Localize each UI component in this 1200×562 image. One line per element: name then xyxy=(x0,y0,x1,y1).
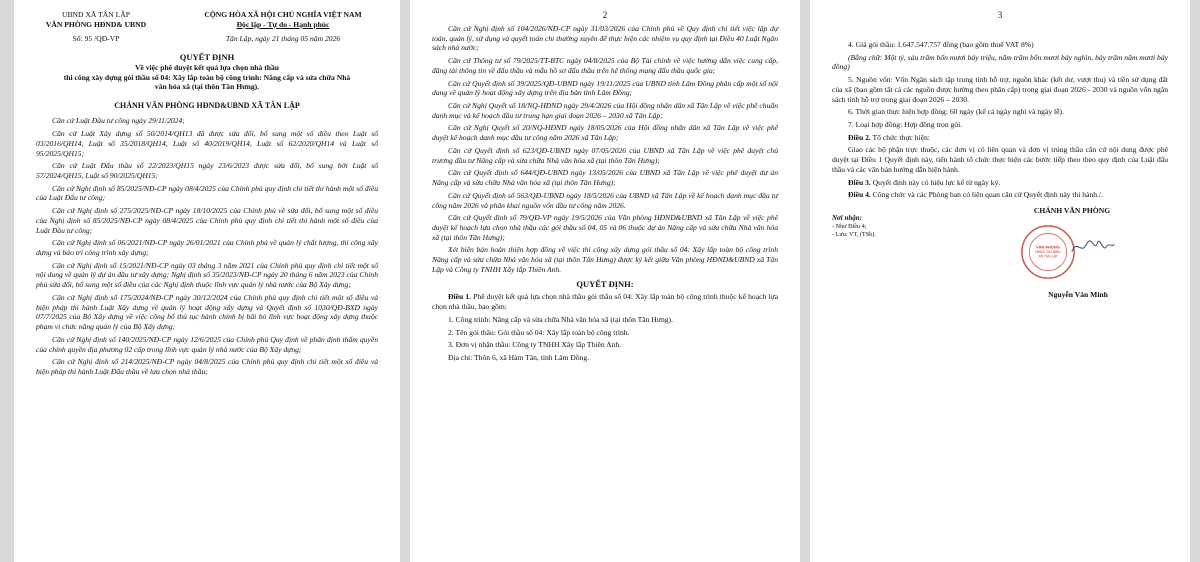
legal-basis-item: Căn cứ Quyết định số 623/QĐ-UBND ngày 07/05/2026 của UBND xã Tân Lập về việc phê duyệt chủ trương đầu tư Nâng cấp và sửa chữa Nhà văn hóa xã (tại thôn Tân Hưng); xyxy=(432,145,778,165)
article-2-label: Điều 2. xyxy=(848,132,871,142)
legal-basis-item: Căn cứ Nghị định số 140/2025/NĐ-CP ngày 12/6/2025 của Chính phủ Quy định về phân định thẩm quyền của chính quyền địa phương 02 cấp trong lĩnh vực quản lý nhà nước của Bộ Xây dựng; xyxy=(36,334,378,354)
article-2-text: Giao các bộ phận trực thuộc, các đơn vị có liên quan và đơn vị trúng thầu căn cứ nội dung được phê duyệt tại Điều 1 Quyết định này, tiến hành tổ chức thực hiện các bước tiếp theo theo quy định của Luật đấu thầu và các văn bản hướng dẫn hiện hành. xyxy=(832,145,1168,174)
legal-basis-item: Căn cứ Luật Đầu tư công ngày 29/11/2024; xyxy=(52,116,185,126)
article-1-item: 2. Tên gói thầu: Gói thầu số 04: Xây lắp toàn bộ công trình. xyxy=(448,327,630,337)
article-3-text: Quyết định này có hiệu lực kể từ ngày ký. xyxy=(870,177,1001,187)
article-4-text: Công chức và các Phòng ban có liên quan căn cứ Quyết định này thi hành./. xyxy=(870,190,1103,200)
legal-basis-item: Căn cứ Thông tư số 79/2025/TT-BTC ngày 04/8/2025 của Bộ Tài chính về việc hướng dẫn việc cung cấp, đăng tải thông tin về đấu thầu và mẫu hồ sơ đấu thầu trên hệ thống mạng đấu thầu quốc gia; xyxy=(432,56,778,75)
signature-section xyxy=(832,206,1168,326)
legal-basis-item: Căn cứ Nghị định số 104/2026/NĐ-CP ngày 31/03/2026 của Chính phủ về Quy định chi tiết việc lập dự toán, quản lý, sử dụng và quyết toán chi thường xuyên để thực hiện các nhiệm vụ quy định tại Điều 40 Luật Ngân sách nhà nước; xyxy=(432,24,778,53)
page-number: 2 xyxy=(602,10,608,20)
article-1-item: 3. Đơn vị nhận thầu: Công ty TNHH Xây lắp Thiên Anh. xyxy=(448,340,622,350)
legal-basis-list xyxy=(36,116,378,376)
article-2-title: Tổ chức thực hiện: xyxy=(870,132,930,142)
legal-basis-item: Căn cứ Nghị định số 85/2025/NĐ-CP ngày 08/4/2025 của Chính phủ quy định chi tiết thi hành một số điều của Luật Đấu tư công; xyxy=(36,183,378,203)
price-in-words: (Bằng chữ: Một tỷ, sáu trăm bốn mươi bảy triệu, năm trăm bốn mươi bảy nghìn, bảy trăm năm mươi bảy đồng) xyxy=(832,52,1168,72)
agency-block xyxy=(36,10,156,44)
legal-basis-item: Căn cứ Nghị định số 175/2024/NĐ-CP ngày 30/12/2024 của Chính phủ quy định chi tiết một số điều và biện pháp thi hành Luật Xây dựng về quản lý hoạt động xây dựng và Quyết định số 1030/QĐ-BXD ngày 07/7/2025 của Bộ Xây dựng về việc công bố thủ tục hành chính bị bãi bỏ lĩnh vực hoạt động xây dựng thuộc phạm vi chức năng quản lý của Bộ Xây dựng; xyxy=(36,292,378,332)
issuing-authority: CHÁNH VĂN PHÒNG HĐND&UBND XÃ TÂN LẬP xyxy=(114,101,300,111)
legal-basis-item: Xét biên bản hoàn thiện hợp đồng về việc thi công xây dựng gói thầu số 04: Xây lắp toàn bộ công trình Nâng cấp và sửa chữa Nhà văn hóa xã (tại thôn Tân Hưng) được ký kết giữa Văn phòng HĐND&UBND xã Tân Lập và Công ty TNHH Xây lắp Thiên Anh. xyxy=(432,245,778,274)
signer-title: CHÁNH VĂN PHÒNG xyxy=(1033,206,1111,216)
legal-basis-item: Căn cứ Quyết định số 79/QĐ-VP ngày 19/5/2026 của Văn phòng HĐND&UBND xã Tân Lập về việc phê duyệt kế hoạch lựa chọn nhà thầu các gói thầu số 04, 05 và 06 thuộc dự án Nâng cấp và sửa chữa Nhà văn hóa xã (tại thôn Tân Hưng); xyxy=(432,213,778,242)
recipient-item: - Lưu: VT, (TSb). xyxy=(832,230,876,238)
article-4 xyxy=(832,190,1168,200)
national-title: CỘNG HÒA XÃ HỘI CHỦ NGHĨA VIỆT NAM xyxy=(204,10,362,19)
legal-basis-item: Căn cứ Quyết định số 644/QĐ-UBND ngày 13/05/2026 của UBND xã Tân Lập về việc phê duyệt dự án Nâng cấp và sửa chữa Nhà văn hóa xã (tại thôn Tân Hưng); xyxy=(432,168,778,188)
legal-basis-item: Căn cứ Nghị Quyết số 20/NQ-HĐND ngày 18/05/2026 của Hội đồng nhân dân xã Tân Lập về việc phê duyệt kế hoạch danh mục đầu tư công năm 2026 xã Tân Lập; xyxy=(432,123,778,143)
recipient-item: - Như Điều 4; xyxy=(832,223,867,231)
article-1-item: Địa chỉ: Thôn 6, xã Hàm Tân, tỉnh Lâm Đồng. xyxy=(448,353,590,362)
legal-basis-item: Căn cứ Nghị định số 15/2021/NĐ-CP ngày 03 tháng 3 năm 2021 của Chính phủ quy định chi tiết một số nội dung về quản lý dự án đầu tư xây dựng; Nghị định số 35/2023/NĐ-CP ngày 20 tháng 6 năm 2023 của Chính phủ sửa đổi, bổ sung một số điều của các Nghị định thuộc lĩnh vực quản lý nhà nước của Bộ Xây dựng; xyxy=(36,260,378,290)
article-1-item: 4. Giá gói thầu: 1.647.547.757 đồng (bao gồm thuế VAT 8%) xyxy=(848,40,1034,49)
agency-name: VĂN PHÒNG HĐND& UBND xyxy=(45,19,147,29)
svg-text:* * *: * * * xyxy=(1045,228,1051,233)
document-header xyxy=(36,10,378,44)
legal-basis-item: Căn cứ Luật Xây dựng số 50/2014/QH13 đã được sửa đổi, bổ sung một số điều theo Luật số 03/2016/QH14, Luật số 35/2018/QH14, Luật số 40/2019/QH14, Luật số 62/2020/QH14 và Luật số 95/2025/QH15; xyxy=(36,129,378,158)
article-2 xyxy=(832,133,1168,143)
legal-basis-item: Căn cứ Quyết định số 563/QĐ-UBND ngày 18/5/2026 của UBND xã Tân Lập về kế hoạch danh mục đầu tư công năm 2026 và phân khai nguồn vốn đầu tư công năm 2026. xyxy=(432,190,778,210)
document-subtitle-1: Về việc phê duyệt kết quả lựa chọn nhà thầu xyxy=(134,63,279,73)
handwritten-signature xyxy=(1070,232,1116,262)
article-1-item: 1. Công trình: Nâng cấp và sửa chữa Nhà văn hóa xã (tại thôn Tân Hưng). xyxy=(448,314,673,324)
article-1-item: 7. Loại hợp đồng: Hợp đồng trọn gói. xyxy=(848,120,963,130)
article-3 xyxy=(832,178,1168,188)
article-4-label: Điều 4. xyxy=(848,190,871,200)
document-subtitle-2: thi công xây dựng gói thầu số 04: Xây lắp toàn bộ công trình: Nâng cấp và sửa chữa Nhà văn hóa xã (tại thôn Tân Hưng). xyxy=(63,72,351,92)
recipients-block xyxy=(832,206,982,239)
legal-basis-item: Căn cứ Quyết định số 39/2025/QĐ-UBND ngày 19/11/2025 của UBND tỉnh Lâm Đồng phân cấp một số nội dung về quản lý hoạt động xây dựng trên địa bàn tỉnh Lâm Đồng; xyxy=(432,78,778,98)
document-number: Số: 95 /QĐ-VP xyxy=(72,34,120,44)
article-1-item: 6. Thời gian thực hiện hợp đồng: 60 ngày (kể cả ngày nghỉ và ngày lễ). xyxy=(848,107,1064,117)
document-page-1 xyxy=(14,0,400,562)
article-1-label: Điều 1. xyxy=(448,292,472,302)
article-1-text: Phê duyệt kết quả lựa chọn nhà thầu gói thầu số 04: Xây lắp toàn bộ công trình thuộc kế hoạch lựa chọn nhà thầu, bao gồm: xyxy=(432,292,778,312)
page-number: 3 xyxy=(997,10,1003,20)
legal-basis-item: Căn cứ Nghị định số 275/2025/NĐ-CP ngày 18/10/2025 của Chính phủ về sửa đổi, bổ sung một số điều của Nghị định số 85/2025/NĐ-CP ngày 08/4/2025 của Chính phủ quy định chi tiết thi hành một số điều của Luật Đầu tư công; xyxy=(36,206,378,235)
svg-text:XÃ TÂN LẬP: XÃ TÂN LẬP xyxy=(1038,254,1058,259)
article-1 xyxy=(432,292,778,311)
article-3-label: Điều 3. xyxy=(848,177,871,187)
recipients-title: Nơi nhận: xyxy=(832,214,863,223)
agency-parent: UBND XÃ TÂN LẬP xyxy=(62,10,130,19)
national-motto: Độc lập - Tự do - Hạnh phúc xyxy=(236,19,330,29)
article-1-item: 5. Nguồn vốn: Vốn Ngân sách tập trung tỉnh hỗ trợ, nguồn khác (kết dư, vượt thu) và tiền sử dụng đất của xã (bao gồm tất cả các nguồn được hưởng theo phân cấp) trong giai đoạn 2026 - 2030 và nguồn vốn ngân sách tỉnh hỗ trợ trong giai đoạn 2026 – 2030. xyxy=(832,75,1168,104)
svg-text:VĂN PHÒNG: VĂN PHÒNG xyxy=(1036,244,1060,250)
svg-text:HĐND VÀ UBND: HĐND VÀ UBND xyxy=(1035,249,1061,254)
document-date: Tân Lập, ngày 21 tháng 05 năm 2026 xyxy=(225,34,341,44)
decision-heading: QUYẾT ĐỊNH: xyxy=(576,278,634,289)
legal-basis-item: Căn cứ Nghị Quyết số 18/NQ-HĐND ngày 29/4/2026 của Hội đồng nhân dân xã Tân Lập về việc phê chuẩn danh mục và kế hoạch đầu tư trung hạn giai đoạn 2026 – 2030 xã Tân Lập; xyxy=(432,101,778,120)
legal-basis-item: Căn cứ Nghị định số 214/2025/NĐ-CP ngày 04/8/2025 của Chính phủ quy định chi tiết một số điều và biện pháp thi hành Luật Đấu thầu về lựa chọn nhà thầu; xyxy=(36,357,378,376)
national-motto-block xyxy=(188,10,378,44)
legal-basis-item: Căn cứ Nghị định số 06/2021/NĐ-CP ngày 26/01/2021 của Chính phủ về quản lý chất lượng, thi công xây dựng và bảo trì công trình xây dựng; xyxy=(36,238,378,258)
legal-basis-item: Căn cứ Luật Đấu thầu số 22/2023/QH15 ngày 23/6/2023 được sửa đổi, bổ sung bởi Luật số 57/2024/QH15, Luật số 90/2025/QH15; xyxy=(36,161,378,181)
legal-basis-list xyxy=(432,24,778,275)
official-stamp xyxy=(1020,224,1076,280)
document-page-2 xyxy=(410,0,800,562)
document-page-3 xyxy=(810,0,1190,562)
document-title: QUYẾT ĐỊNH xyxy=(179,52,235,63)
signer-name: Nguyễn Văn Minh xyxy=(1048,290,1108,300)
